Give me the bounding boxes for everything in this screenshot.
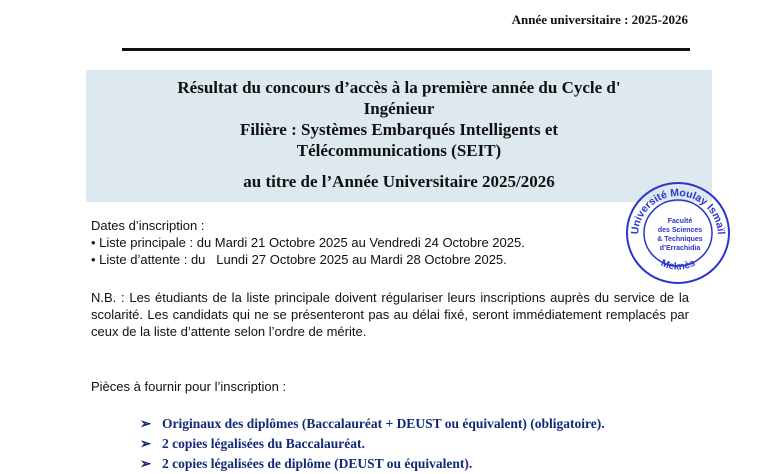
title-line-4: Télécommunications (SEIT) xyxy=(296,141,502,160)
list-item: ➢ 2 copies légalisées de diplôme (DEUST ou équivalent). xyxy=(140,454,605,474)
list-item: ➢ 2 copies légalisées du Baccalauréat. xyxy=(140,434,605,454)
stamp-inner-3: & Techniques xyxy=(657,236,703,243)
university-stamp-icon xyxy=(624,180,732,286)
title-line-1: Résultat du concours d’accès à la première année du Cycle d' xyxy=(177,78,621,97)
arrow-bullet-icon: ➢ xyxy=(140,416,152,431)
svg-text:Meknès xyxy=(659,258,697,273)
main-list-dates: • Liste principale : du Mardi 21 Octobre 2025 au Vendredi 24 Octobre 2025. xyxy=(91,235,525,250)
title-line-3: Filière : Systèmes Embarqués Intelligents et xyxy=(239,120,559,139)
list-item: ➢ Originaux des diplômes (Baccalauréat + DEUST ou équivalent) (obligatoire). xyxy=(140,414,605,434)
documents-heading: Pièces à fournir pour l’inscription : xyxy=(91,379,287,394)
inscription-heading: Dates d’inscription : xyxy=(91,218,205,233)
arrow-bullet-icon: ➢ xyxy=(140,456,152,471)
header-divider xyxy=(122,48,690,51)
waiting-list-dates: • Liste d’attente : du Lundi 27 Octobre 2025 au Mardi 28 Octobre 2025. xyxy=(91,252,507,267)
title-line-5: au titre de l’Année Universitaire 2025/2026 xyxy=(243,172,555,191)
nb-note: N.B. : Les étudiants de la liste principale doivent régulariser leurs inscriptions auprès du service de la scolarité. Les candidats qui ne se présenteront pas au délai fixé, seront immédiatement remplacés par ceux de la liste d’attente selon l’ordre de mérite. xyxy=(91,290,689,339)
inscription-dates xyxy=(91,217,689,268)
documents-list xyxy=(140,414,605,474)
stamp-inner-1: Faculté xyxy=(667,218,693,225)
academic-year: Année universitaire : 2025-2026 xyxy=(511,12,688,27)
arrow-bullet-icon: ➢ xyxy=(140,436,152,451)
title-box xyxy=(86,70,712,202)
stamp-outer-top: Université Moulay Ismaïl xyxy=(628,186,727,236)
stamp-inner-4: d’Errachidia xyxy=(659,245,701,252)
stamp-inner-2: des Sciences xyxy=(657,227,703,234)
title-line-2: Ingénieur xyxy=(363,99,435,118)
stamp-outer-bottom: Meknès xyxy=(659,257,697,273)
